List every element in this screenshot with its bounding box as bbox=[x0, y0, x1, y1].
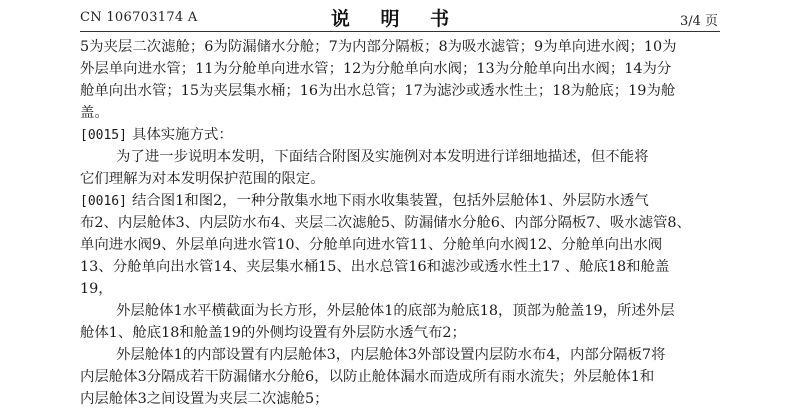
text-line: 舱体1、舱底18和舱盖19的外侧均设置有外层防水透气布2； bbox=[80, 325, 466, 341]
text-line: 布2、内层舱体3、内层防水布4、夹层二次滤舱5、防漏储水分舱6、内部分隔板7、吸水滤管8、 bbox=[80, 215, 691, 231]
document-body bbox=[80, 36, 720, 410]
text-line: 单向进水阀9、外层单向进水管10、分舱单向进水管11、分舱单向水阀12、分舱单向出水阀 bbox=[80, 237, 663, 253]
document-title: 说 明 书 bbox=[330, 8, 462, 30]
text-line: 为了进一步说明本发明，下面结合附图及实施例对本发明进行详细地描述，但不能将 bbox=[116, 149, 649, 165]
publication-number: CN 106703174 A bbox=[80, 10, 198, 25]
text-line: 盖。 bbox=[80, 105, 109, 121]
text-line: 外层舱体1水平横截面为长方形，外层舱体1的底部为舱底18，顶部为舱盖19，所述外层 bbox=[116, 303, 675, 319]
section-heading: 具体实施方式： bbox=[132, 127, 233, 143]
text-line: 它们理解为对本发明保护范围的限定。 bbox=[80, 171, 325, 187]
text-line: 13、分舱单向出水管14、夹层集水桶15、出水总管16和滤沙或透水性土17 、舱底18和舱盖 bbox=[80, 259, 670, 275]
text-run: 结合图1和图2，一种分散集水地下雨水收集装置，包括外层舱体1、外层防水透气 bbox=[132, 193, 649, 209]
text-line: 内层舱体3分隔成若干防漏储水分舱6，以防止舱体漏水而造成所有雨水流失；外层舱体1和 bbox=[80, 369, 655, 385]
text-line: 外层单向进水管；11为分舱单向进水管；12为分舱单向水阀；13为分舱单向出水阀；14为分 bbox=[80, 61, 672, 77]
text-line: 5为夹层二次滤舱；6为防漏储水分舱；7为内部分隔板；8为吸水滤管；9为单向进水阀；10为 bbox=[80, 39, 677, 55]
text-line: 外层舱体1的内部设置有内层舱体3，内层舱体3外部设置内层防水布4，内部分隔板7将 bbox=[116, 347, 666, 363]
paragraph-number: [0015] bbox=[80, 128, 127, 143]
page-header bbox=[0, 0, 792, 32]
page-number: 3/4 页 bbox=[679, 14, 718, 29]
header-divider bbox=[80, 31, 720, 32]
paragraph-number: [0016] bbox=[80, 194, 127, 209]
text-line: 舱单向出水管；15为夹层集水桶；16为出水总管；17为滤沙或透水性土；18为舱底；19为舱 bbox=[80, 83, 676, 99]
text-line: 内层舱体3之间设置为夹层二次滤舱5； bbox=[80, 391, 329, 407]
paragraph-0015-heading-line bbox=[80, 124, 720, 146]
text-line: 19， bbox=[80, 281, 113, 297]
paragraph-0016-first-line bbox=[80, 190, 720, 212]
